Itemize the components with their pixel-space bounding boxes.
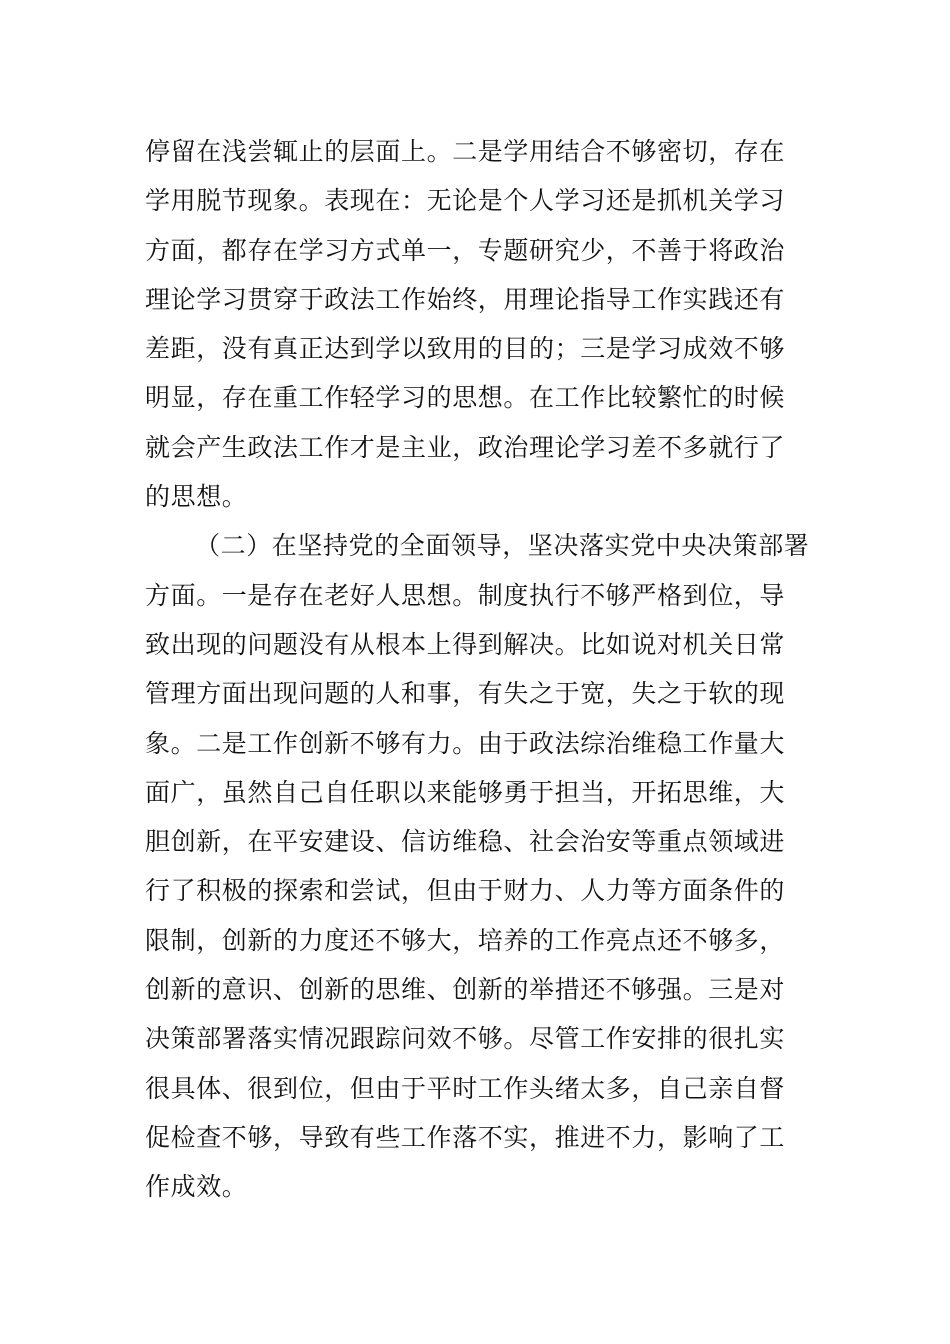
text-line: 差距，没有真正达到学以致用的目的；三是学习成效不够 (145, 334, 786, 364)
text-line: 明显，存在重工作轻学习的思想。在工作比较繁忙的时候 (145, 383, 786, 413)
text-line: 创新的意识、创新的思维、创新的举措还不够强。三是对 (145, 975, 786, 1005)
text-line: 作成效。 (145, 1172, 248, 1202)
body-text (145, 127, 810, 1212)
text-line: 促检查不够，导致有些工作落不实，推进不力，影响了工 (145, 1122, 786, 1152)
text-line: 方面。一是存在老好人思想。制度执行不够严格到位，导 (145, 580, 786, 610)
text-line: 方面，都存在学习方式单一，专题研究少，不善于将政治 (145, 235, 786, 265)
text-line: 停留在浅尝辄止的层面上。二是学用结合不够密切，存在 (145, 137, 786, 166)
text-line: 学用脱节现象。表现在：无论是个人学习还是抓机关学习 (145, 186, 786, 216)
text-line: 象。二是工作创新不够有力。由于政法综治维稳工作量大 (145, 728, 786, 758)
text-line: 的思想。 (145, 482, 248, 512)
text-line: 就会产生政法工作才是主业，政治理论学习差不多就行了 (145, 432, 786, 462)
text-line: 决策部署落实情况跟踪问效不够。尽管工作安排的很扎实 (145, 1024, 786, 1054)
text-line: 胆创新，在平安建设、信访维稳、社会治安等重点领域进 (145, 827, 786, 857)
text-line: 行了积极的探索和尝试，但由于财力、人力等方面条件的 (145, 876, 786, 906)
section-heading-line: （二）在坚持党的全面领导，坚决落实党中央决策部署 (195, 531, 810, 561)
text-line: 面广，虽然自己自任职以来能够勇于担当，开拓思维，大 (145, 777, 786, 807)
text-line: 限制，创新的力度还不够大，培养的工作亮点还不够多， (145, 925, 786, 955)
text-line: 管理方面出现问题的人和事，有失之于宽，失之于软的现 (145, 679, 786, 709)
text-line: 理论学习贯穿于政法工作始终，用理论指导工作实践还有 (145, 284, 786, 314)
text-line: 致出现的问题没有从根本上得到解决。比如说对机关日常 (145, 629, 786, 659)
text-line: 很具体、很到位，但由于平时工作头绪太多，自己亲自督 (145, 1073, 786, 1103)
